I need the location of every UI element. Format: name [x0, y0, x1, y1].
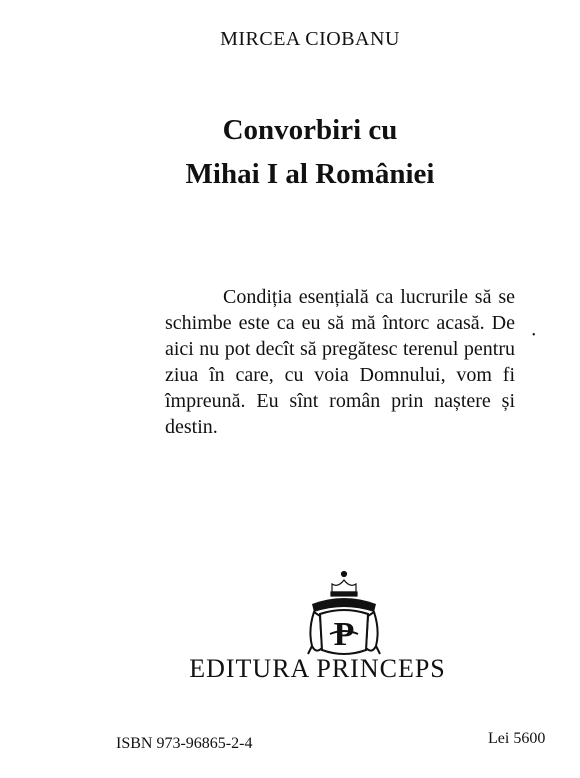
publisher-crown-logo: [302, 570, 386, 660]
publisher-name: EDITURA PRINCEPS: [189, 654, 446, 683]
author-name: MIRCEA CIOBANU: [220, 28, 400, 50]
book-title-line-1: Convorbiri cu: [222, 114, 398, 146]
quote-text: Condiția esențială ca lucrurile să se schimbe este ca eu să mă întorc acasă. De aici nu pot decît să pregătesc terenul pentru ziua în care, cu voia Domnului, vom fi împreună. Eu sînt român prin naștere și destin.: [165, 286, 515, 438]
quote-block: [165, 284, 515, 440]
price-label: Lei 5600: [488, 730, 546, 747]
speck-mark: •: [532, 330, 536, 341]
book-title-line-2: Mihai I al României: [185, 158, 435, 190]
isbn-number: ISBN 973-96865-2-4: [116, 735, 253, 752]
logo-monogram: P: [333, 616, 355, 653]
